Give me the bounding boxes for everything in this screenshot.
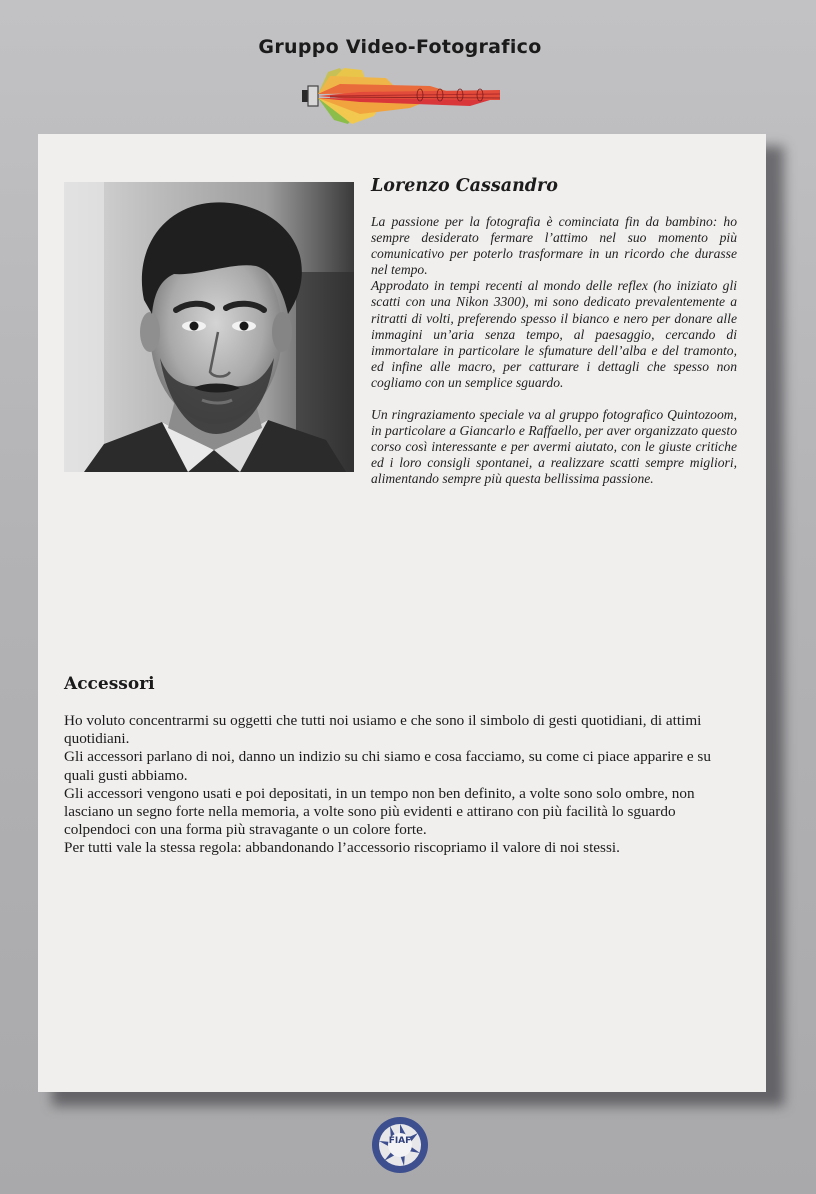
header-title: Gruppo Video-Fotografico <box>258 36 542 58</box>
section-paragraph: Per tutti vale la stessa regola: abbandonando l’accessorio riscopriamo il valore di noi stessi. <box>64 839 620 857</box>
camera-light-fan-icon <box>300 64 506 126</box>
author-name: Lorenzo Cassandro <box>371 176 558 196</box>
page-panel <box>38 134 766 1092</box>
bio-paragraph: La passione per la fotografia è cominciata fin da bambino: ho sempre desiderato fermare l’attimo nel suo momento più comunicativo per poterlo trasformare in un ricordo che durasse nel tempo. <box>371 214 737 278</box>
portrait-photo <box>64 182 354 472</box>
section-paragraph: Gli accessori vengono usati e poi depositati, in un tempo non ben definito, a volte sono solo ombre, non lasciano un segno forte nella memoria, a volte sono più evidenti e attirano con più facilità lo sguardo colpendoci con una forma più stravagante o un colore forte. <box>64 784 695 839</box>
section-paragraph: Ho voluto concentrarmi su oggetti che tutti noi usiamo e che sono il simbolo di gesti quotidiani, di attimi quotidiani. <box>64 712 702 748</box>
section-paragraph: Gli accessori parlano di noi, danno un indizio su chi siamo e cosa facciamo, su come ci piace apparire e su quali gusti abbiamo. <box>64 748 711 784</box>
bio-paragraph: Approdato in tempi recenti al mondo delle reflex (ho iniziato gli scatti con una Nikon 3300), mi sono dedicato prevalentemente a ritratti di volti, preferendo spesso il bianco e nero per donare alle immagini un’aria senza tempo, al paesaggio, cercando di immortalare in particolare le sfumature dell’alba e del tramonto, ed infine alle macro, per catturare i dettagli che spesso non cogliamo con un semplice sguardo. <box>371 278 737 390</box>
bio-paragraph: Un ringraziamento speciale va al gruppo fotografico Quintozoom, in particolare a Giancarlo e Raffaello, per aver organizzato questo corso così interessante e per avermi aiutato, con le giuste critiche ed i loro consigli spontanei, a realizzare scatti sempre migliori, alimentando sempre più questa bellissima passione. <box>371 407 737 487</box>
author-bio <box>371 214 737 488</box>
section-body <box>64 712 738 858</box>
section-heading: Accessori <box>64 674 155 694</box>
fiaf-logo-text: FIAF <box>388 1136 412 1146</box>
